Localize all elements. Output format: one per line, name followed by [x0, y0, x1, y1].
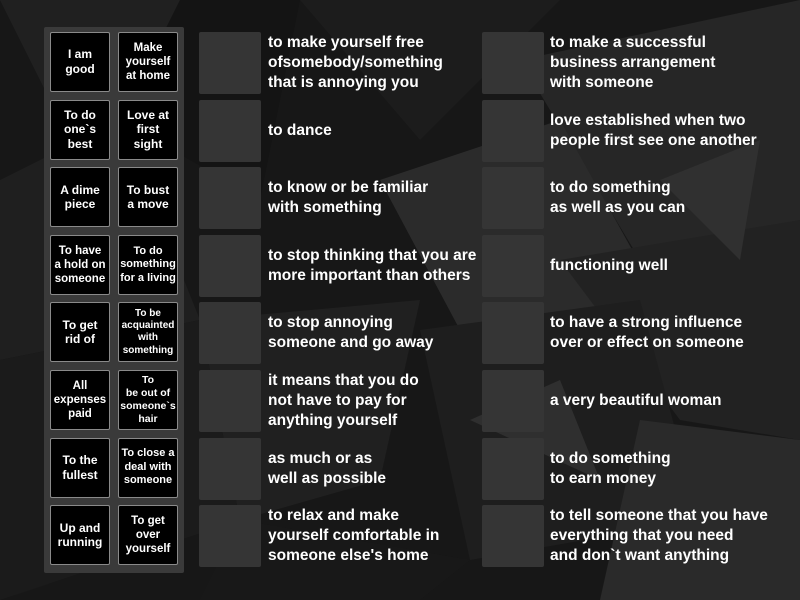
phrase-tile[interactable]: To have a hold on someone	[50, 235, 110, 295]
definition-text: to stop annoying someone and go away	[268, 314, 434, 352]
drop-slot[interactable]	[199, 505, 261, 567]
drop-slot[interactable]	[199, 32, 261, 94]
definition-text: as much or as well as possible	[268, 449, 387, 487]
drop-slot[interactable]	[199, 100, 261, 162]
phrase-tile[interactable]: To do something for a living	[118, 235, 178, 295]
definition-text: to have a strong influence over or effect on someone	[550, 314, 744, 352]
drop-slot[interactable]	[482, 100, 544, 162]
drop-slot[interactable]	[482, 167, 544, 229]
definition-text: a very beautiful woman	[550, 392, 722, 409]
phrase-tile[interactable]: Love at first sight	[118, 100, 178, 160]
phrase-tile[interactable]: I am good	[50, 32, 110, 92]
phrase-tile[interactable]: All expenses paid	[50, 370, 110, 430]
definition-text: to dance	[268, 121, 332, 139]
definition-text: to know or be familiar with something	[268, 179, 429, 217]
drop-slot[interactable]	[199, 370, 261, 432]
definition-text: functioning well	[550, 256, 668, 274]
definition-text: it means that you do not have to pay for anything yourself	[268, 372, 419, 429]
drop-slot[interactable]	[482, 505, 544, 567]
phrase-tile[interactable]: To bust a move	[118, 167, 178, 227]
phrase-tile[interactable]: To be acquainted with something	[118, 302, 178, 362]
definition-text: love established when two people first see one another	[550, 111, 757, 149]
phrase-tile[interactable]: A dime piece	[50, 167, 110, 227]
drop-slot[interactable]	[199, 302, 261, 364]
definition-text: to make a successful business arrangement with someone	[550, 34, 716, 91]
definition-text: to stop thinking that you are more important than others	[268, 246, 477, 284]
definition-text: to do something to earn money	[550, 449, 671, 487]
drop-slot[interactable]	[199, 438, 261, 500]
definition-text: to relax and make yourself comfortable in someone else's home	[268, 507, 440, 565]
phrase-tile[interactable]: To the fullest	[50, 438, 110, 498]
phrase-tile[interactable]: To do one`s best	[50, 100, 110, 160]
definition-text: to make yourself free ofsomebody/something that is annoying you	[268, 34, 443, 91]
phrase-tile[interactable]: To get over yourself	[118, 505, 178, 565]
drop-slot[interactable]	[199, 167, 261, 229]
drop-slot[interactable]	[482, 438, 544, 500]
drop-slot[interactable]	[482, 32, 544, 94]
drop-slot[interactable]	[482, 302, 544, 364]
definition-text: to tell someone that you have everything that you need and don`t want anything	[550, 507, 768, 565]
phrase-tile[interactable]: To be out of someone`s hair	[118, 370, 178, 430]
drop-slot[interactable]	[482, 235, 544, 297]
drop-slot[interactable]	[199, 235, 261, 297]
phrase-tile[interactable]: To close a deal with someone	[118, 438, 178, 498]
phrase-tile[interactable]: To get rid of	[50, 302, 110, 362]
phrase-tile[interactable]: Up and running	[50, 505, 110, 565]
drop-slot[interactable]	[482, 370, 544, 432]
phrase-tile[interactable]: Make yourself at home	[118, 32, 178, 92]
definition-text: to do something as well as you can	[550, 179, 686, 217]
